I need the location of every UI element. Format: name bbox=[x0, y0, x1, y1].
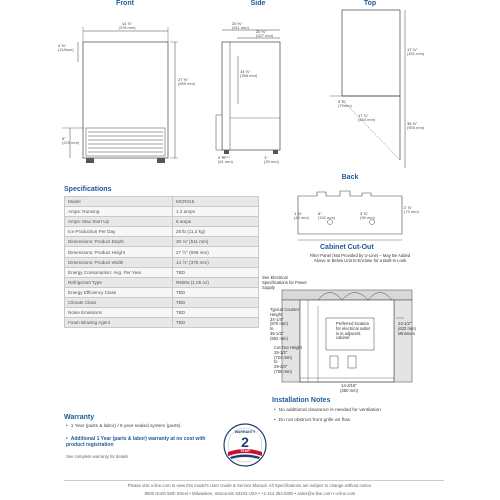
spec-key: Noise Emissions bbox=[65, 308, 173, 318]
warranty-title: Warranty bbox=[64, 414, 95, 421]
spec-key: Foam Blowing Agent bbox=[65, 318, 173, 328]
top-open-width-dim: 3 ⅛" (79mm) bbox=[338, 99, 352, 109]
warranty-item-2: • Additional 1 Year (parts & labor) warranty at no cost with product registration bbox=[66, 436, 206, 449]
footer-note: Please visit u-line.com to view this model's User Guide & Service Manual. All Specifications are subject to change without notice. bbox=[127, 483, 373, 488]
cutout-title: Cabinet Cut-Out bbox=[320, 244, 374, 251]
warranty-badge bbox=[222, 422, 268, 468]
side-leg-dim: 1" (25 mm) bbox=[264, 155, 279, 165]
spec-value: 25 lb (11,3 kg) bbox=[173, 227, 259, 237]
installation-title: Installation Notes bbox=[272, 397, 331, 404]
side-view-title: Side bbox=[250, 0, 266, 7]
spec-value: TBD bbox=[173, 267, 259, 277]
cutout-width: 14-3/16" (360 mm) bbox=[340, 383, 358, 393]
top-door-open-dim: 35 ⅝" (905 mm) bbox=[407, 121, 425, 131]
cutout-height: Cut-Out Height 28-1/2" (724 mm) to 29-3/4" (756 mm) bbox=[274, 345, 302, 375]
warranty-item-1: • 1 Year (parts & labor) / 5 year sealed system (parts) bbox=[66, 424, 181, 429]
cutout-preferred-note: Preferred location for electrical outlet is in adjacent cabinet bbox=[336, 321, 370, 341]
spec-value: TBD bbox=[173, 297, 259, 307]
side-inner-height-dim: 14 ⅛" (358 mm) bbox=[240, 69, 258, 79]
back-view-title: Back bbox=[341, 174, 359, 181]
cutout-filter-note: Filter Panel (Not Provided by U-Line) – May Be Added Above or Below Unit to Enclose for a Built-in Look bbox=[309, 253, 411, 263]
spec-key: Energy Consumption: Avg. Per Year bbox=[65, 267, 173, 277]
specs-title: Specifications bbox=[64, 186, 112, 193]
cutout-depth: 24-1/2" (622 mm) Minimum bbox=[398, 321, 416, 336]
back-dim1: 1 ¾" (44 mm) bbox=[294, 211, 309, 221]
front-view-title: Front bbox=[116, 0, 134, 7]
spec-key: Model bbox=[65, 197, 173, 207]
back-dim3: 3 ⅞" (98 mm) bbox=[360, 211, 375, 221]
spec-value: TBD bbox=[173, 287, 259, 297]
top-door-swing-dim: 17 ⅞" (454 mm) bbox=[358, 113, 376, 123]
warranty-note: See complete warranty for details bbox=[66, 454, 129, 459]
spec-key: Amps: Max Start Up bbox=[65, 217, 173, 227]
spec-key: Dimensions: Product Width bbox=[65, 257, 173, 267]
front-width-dim: 14 ⅞" (378 mm) bbox=[118, 21, 136, 31]
back-dim2: 6" (152 mm) bbox=[318, 211, 336, 221]
badge-number: 2 bbox=[241, 434, 249, 450]
spec-value: 1.2 amps bbox=[173, 207, 259, 217]
front-top-gap-dim: 4 ⅝" (118mm) bbox=[58, 43, 74, 53]
spec-value: R600a (1.05 oz) bbox=[173, 277, 259, 287]
back-dim4: 2 ⅞" (73 mm) bbox=[404, 205, 419, 215]
front-grille-height-dim: 9" (229 mm) bbox=[62, 136, 80, 146]
side-depth-cabinet-dim: 20 ¾" (527 mm) bbox=[256, 29, 274, 39]
top-depth-dim: 17 ¾" (451 mm) bbox=[407, 47, 425, 57]
spec-value: 14 ⅞" (378 mm) bbox=[173, 257, 259, 267]
spec-value: MCR015 bbox=[173, 197, 259, 207]
spec-key: Refrigerant Type bbox=[65, 277, 173, 287]
front-height-dim: 27 ½" (699 mm) bbox=[178, 77, 196, 87]
spec-key: Energy Efficiency Class bbox=[65, 287, 173, 297]
top-view-title: Top bbox=[363, 0, 377, 7]
side-depth-total-dim: 20 ⅛" (511 mm) bbox=[232, 21, 249, 31]
spec-value: 6 amps bbox=[173, 217, 259, 227]
spec-value: TBD bbox=[173, 318, 259, 328]
spec-value: TBD bbox=[173, 308, 259, 318]
spec-value: 20 ⅛" (511 mm) bbox=[173, 237, 259, 247]
footer-address: 8900 North 55th Street • Milwaukee, Wisconsin 53223 USA • +1.414.354.0300 • sales@u-line.com • u-line.com bbox=[144, 491, 356, 496]
spec-key: Climate Class bbox=[65, 297, 173, 307]
spec-key: Ice Production Per Day bbox=[65, 227, 173, 237]
cutout-electrical-note: See Electrical Specifications for Power Supply bbox=[262, 275, 307, 290]
side-door-depth-dim: 2 ⅜" (61 mm) bbox=[218, 155, 233, 165]
spec-key: Dimensions: Product Height bbox=[65, 247, 173, 257]
spec-value: 27 ½" (699 mm) bbox=[173, 247, 259, 257]
cutout-counter-height: Typical Counter Height 34-1/4" (870 mm) to 35-1/2" (902 mm) bbox=[270, 307, 300, 341]
installation-note-2: • Do not obstruct front grille air flow bbox=[274, 418, 351, 423]
spec-key: Amps: Running bbox=[65, 207, 173, 217]
spec-key: Dimensions: Product Depth bbox=[65, 237, 173, 247]
badge-top-text: WARRANTY bbox=[234, 430, 256, 434]
badge-unit: YEAR bbox=[240, 449, 250, 453]
footer-divider bbox=[64, 480, 444, 481]
installation-note-1: • No additional clearance is needed for ventilation bbox=[274, 408, 381, 413]
